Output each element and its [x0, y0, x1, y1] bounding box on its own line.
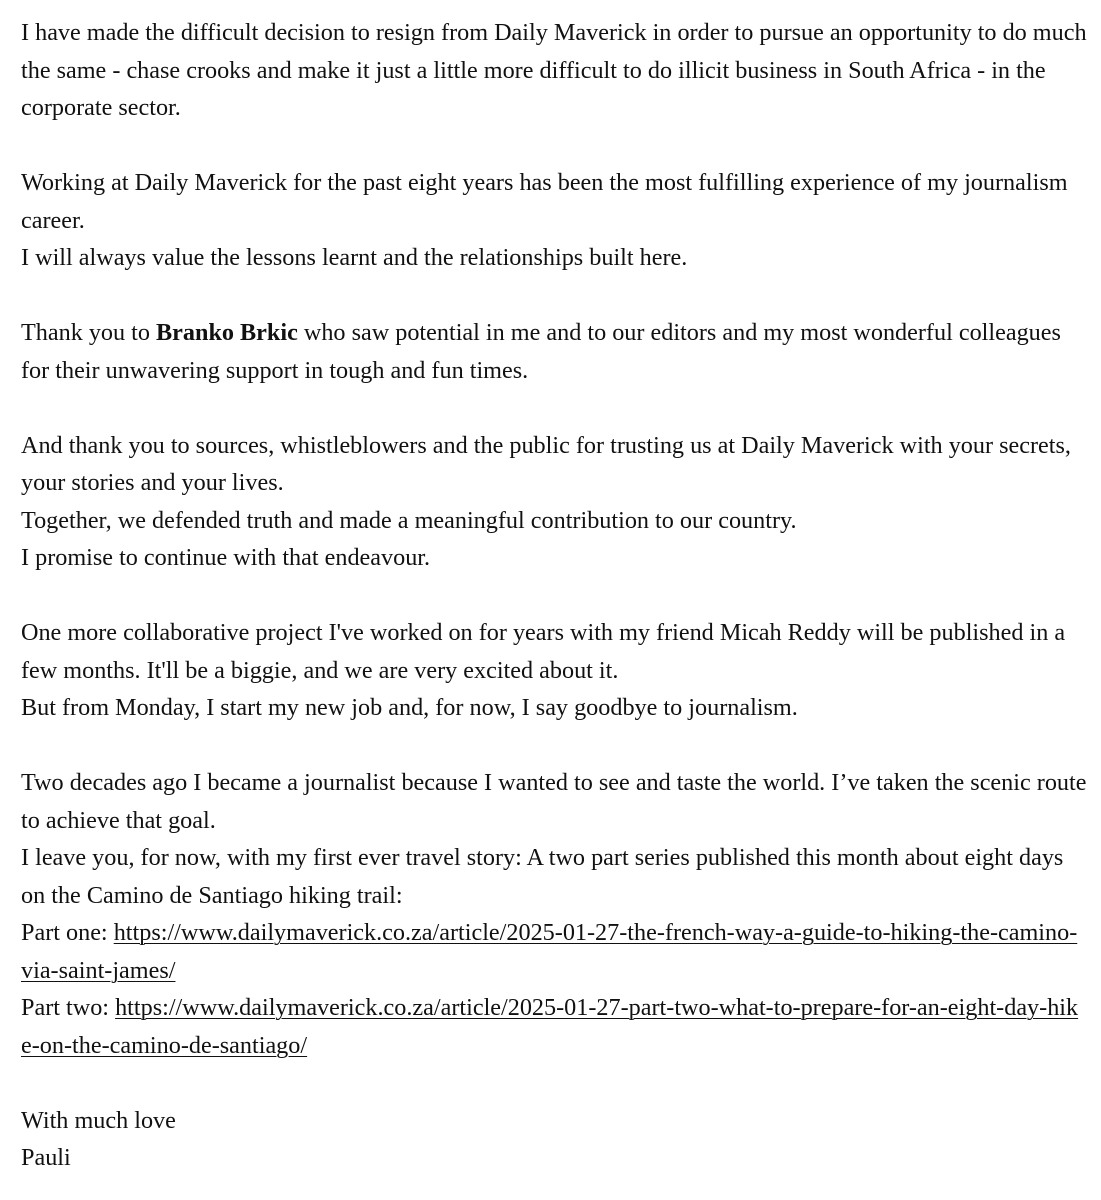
- part-one-line: [21, 914, 1087, 989]
- paragraph-experience: [21, 164, 1087, 277]
- thanks-name-bold: Branko Brkic: [156, 319, 298, 346]
- signature-name: Pauli: [21, 1144, 71, 1171]
- part-two-label: Part two:: [21, 994, 116, 1021]
- thanks-public-line-2: Together, we defended truth and made a meaningful contribution to our country.: [21, 506, 797, 534]
- thanks-prefix: Thank you to: [21, 319, 157, 346]
- travel-line-1: Two decades ago I became a journalist because I wanted to see and taste the world. I’ve taken the scenic route to achieve that goal.: [21, 769, 1087, 834]
- paragraph-travel: [21, 764, 1087, 1064]
- paragraph-resignation: [21, 14, 1087, 127]
- thanks-public-line-1: And thank you to sources, whistleblowers and the public for trusting us at Daily Maverick with your secrets, your stories and your lives.: [21, 431, 1071, 496]
- project-line-2: But from Monday, I start my new job and, for now, I say goodbye to journalism.: [21, 694, 798, 721]
- part-one-link[interactable]: https://www.dailymaverick.co.za/article/2025-01-27-the-french-way-a-guide-to-hiking-the-camino-via-saint-james/: [21, 919, 1078, 984]
- part-two-line: [21, 989, 1087, 1064]
- thanks-suffix: who saw potential in me and to our editors and my most wonderful colleagues for their unwavering support in tough and fun times.: [21, 319, 1061, 384]
- paragraph-thanks-public: [21, 427, 1087, 577]
- part-one-label: Part one:: [21, 919, 114, 946]
- closing-text: With much love: [21, 1106, 176, 1134]
- travel-line-2: I leave you, for now, with my first ever travel story: A two part series published this month about eight days on the Camino de Santiago hiking trail:: [21, 844, 1064, 909]
- paragraph-project: [21, 614, 1087, 727]
- experience-line-2: I will always value the lessons learnt and the relationships built here.: [21, 244, 688, 271]
- project-line-1: One more collaborative project I've worked on for years with my friend Micah Reddy will be published in a few months. It'll be a biggie, and we are very excited about it.: [21, 619, 1066, 684]
- paragraph-thanks-colleagues: [21, 314, 1087, 389]
- experience-line-1: Working at Daily Maverick for the past eight years has been the most fulfilling experience of my journalism career.: [21, 169, 1068, 234]
- thanks-public-line-3: I promise to continue with that endeavour.: [21, 544, 431, 571]
- part-two-link[interactable]: https://www.dailymaverick.co.za/article/2025-01-27-part-two-what-to-prepare-for-an-eight-day-hike-on-the-camino-de-santiago/: [21, 994, 1079, 1059]
- resignation-text: I have made the difficult decision to resign from Daily Maverick in order to pursue an opportunity to do much the same - chase crooks and make it just a little more difficult to do illicit business in South Africa - in the corporate sector.: [21, 19, 1087, 121]
- signoff: [21, 1102, 1087, 1177]
